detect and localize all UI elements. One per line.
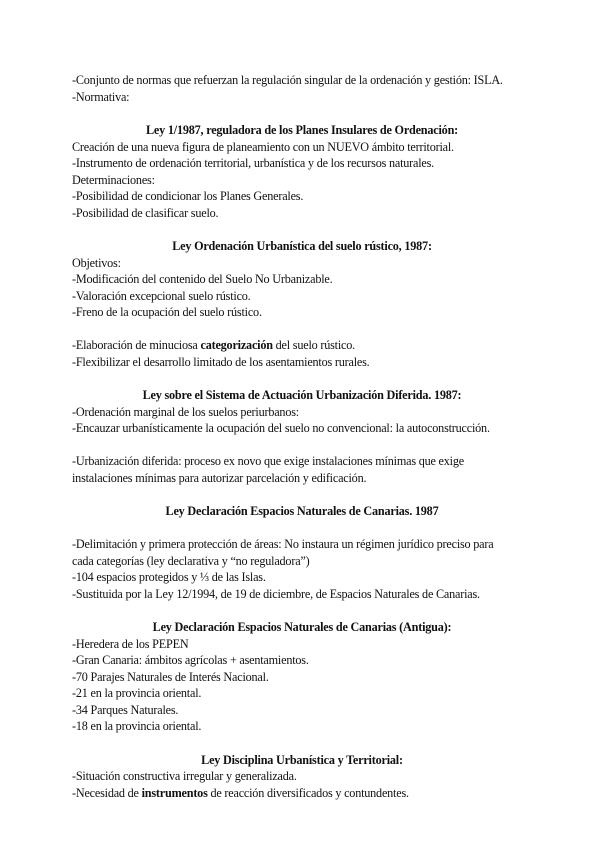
text-line: -Posibilidad de condicionar los Planes Generales. [72, 189, 304, 203]
text-span: del suelo rústico. [272, 338, 355, 352]
text-line: -Encauzar urbanísticamente la ocupación del suelo no convencional: la autoconstrucción. [72, 421, 490, 435]
bold-term-instrumentos: instrumentos [141, 785, 208, 800]
intro-line-2: -Normativa: [72, 89, 130, 104]
text-line: -Instrumento de ordenación territorial, urbanística y de los recursos naturales. [72, 156, 435, 170]
text-line [72, 785, 532, 802]
text-line: -Flexibilizar el desarrollo limitado de los asentamientos rurales. [72, 354, 370, 369]
text-line: -Modificación del contenido del Suelo No Urbanizable. [72, 272, 333, 286]
text-line: Creación de una nueva figura de planeamiento con un NUEVO ámbito territorial. [72, 139, 454, 154]
text-line: -Urbanización diferida: proceso ex novo que exige instalaciones mínimas que exige [72, 454, 464, 468]
text-line: -34 Parques Naturales. [72, 702, 179, 717]
text-line: -21 en la provincia oriental. [72, 686, 202, 700]
text-line: -70 Parajes Naturales de Interés Nacional. [72, 669, 269, 684]
text-line: -Heredera de los PEPEN [72, 636, 189, 651]
paragraph-gap [72, 321, 532, 338]
text-line: -Posibilidad de clasificar suelo. [72, 205, 219, 220]
text-line: -Ordenación marginal de los suelos periurbanos: [72, 404, 299, 419]
text-line: -Gran Canaria: ámbitos agrícolas + asentamientos. [72, 653, 309, 667]
text-span: -Elaboración de minuciosa [72, 338, 201, 352]
text-line: Objetivos: [72, 255, 121, 270]
text-line: cada categorías (ley declarativa y “no reguladora”) [72, 553, 310, 568]
section-heading-suelo-rustico: Ley Ordenación Urbanística del suelo rústico, 1987: [172, 239, 432, 253]
paragraph-gap [72, 520, 532, 537]
text-line: -18 en la provincia oriental. [72, 719, 202, 733]
section-heading-espacios-naturales: Ley Declaración Espacios Naturales de Canarias. 1987 [165, 504, 439, 518]
text-line: -Delimitación y primera protección de áreas: No instaura un régimen jurídico preciso para [72, 537, 494, 551]
paragraph-gap [72, 437, 532, 454]
document-body [72, 72, 532, 801]
text-line: -Situación constructiva irregular y generalizada. [72, 769, 297, 783]
text-line [72, 337, 532, 354]
text-span: -Necesidad de [72, 785, 142, 800]
intro-line-1: -Conjunto de normas que refuerzan la regulación singular de la ordenación y gestión: ISLA. [72, 73, 503, 87]
text-line: -Freno de la ocupación del suelo rústico. [72, 305, 262, 319]
text-line: -Valoración excepcional suelo rústico. [72, 288, 251, 303]
text-line: -Sustituida por la Ley 12/1994, de 19 de diciembre, de Espacios Naturales de Canarias. [72, 586, 480, 601]
text-span: de reacción diversificados y contundentes. [207, 785, 409, 800]
section-heading-disciplina: Ley Disciplina Urbanística y Territorial: [201, 752, 403, 767]
section-heading-planes-insulares: Ley 1/1987, reguladora de los Planes Insulares de Ordenación: [145, 123, 459, 137]
section-heading-urbanizacion-diferida: Ley sobre el Sistema de Actuación Urbanización Diferida. 1987: [142, 388, 462, 402]
text-line: Determinaciones: [72, 172, 155, 187]
bold-term-categorizacion: categorización [200, 338, 273, 352]
text-line: -104 espacios protegidos y ⅓ de las Islas. [72, 570, 266, 584]
section-heading-espacios-naturales-antigua: Ley Declaración Espacios Naturales de Canarias (Antigua): [152, 620, 452, 634]
text-line: instalaciones mínimas para autorizar parcelación y edificación. [72, 470, 367, 485]
